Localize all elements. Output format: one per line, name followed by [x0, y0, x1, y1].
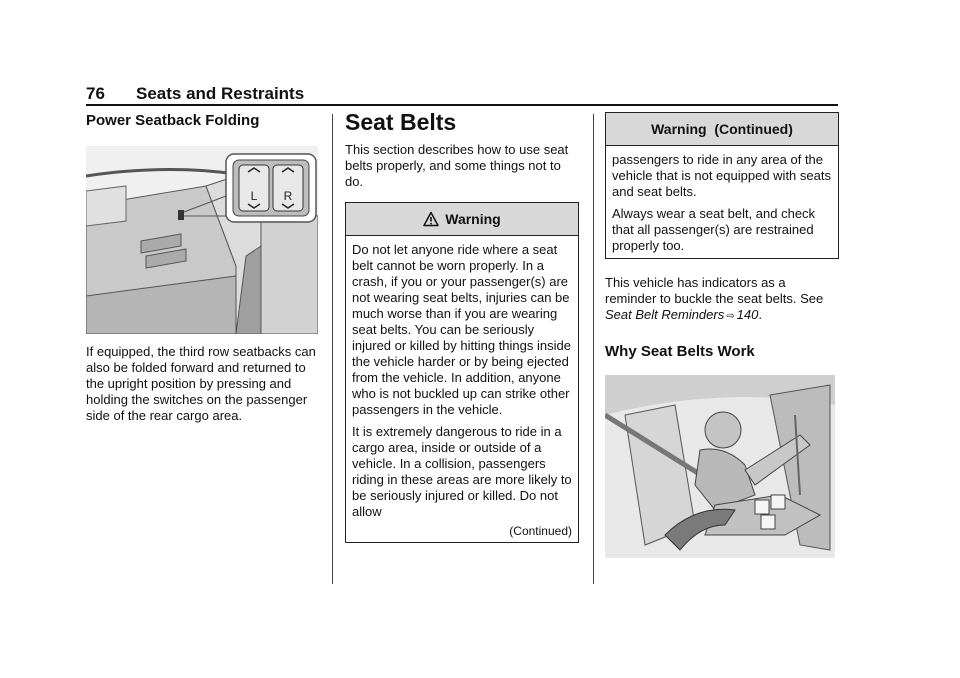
- why-seat-belts-work-heading: Why Seat Belts Work: [605, 343, 755, 360]
- warning-continued-body: [606, 146, 838, 258]
- cargo-area-illustration: [86, 146, 318, 334]
- seat-belts-intro: This section describes how to use seat belts properly, and some things not to do.: [345, 142, 569, 189]
- warning-box: [345, 202, 579, 543]
- column-1: [86, 112, 322, 423]
- indicator-period: .: [758, 307, 762, 322]
- switch-left-label: L: [250, 189, 258, 203]
- warning-continued-paragraph-1: passengers to ride in any area of the vehicle that is not equipped with seats and seat belts.: [612, 152, 831, 199]
- warning-continued-label: Warning (Continued): [651, 121, 793, 137]
- power-seatback-body: If equipped, the third row seatbacks can also be folded forward and returned to the upright position by pressing and holding the switches on the passenger side of the rear cargo area.: [86, 344, 316, 423]
- page-ref-number[interactable]: 140: [736, 307, 759, 322]
- page-header: [86, 84, 838, 104]
- warning-label: Warning: [445, 211, 501, 227]
- seat-belts-title: Seat Belts: [345, 109, 457, 135]
- section-title: Seats and Restraints: [136, 84, 305, 103]
- seat-belt-reminders-link[interactable]: Seat Belt Reminders: [605, 307, 725, 322]
- warning-continued-header: [606, 113, 838, 146]
- column-2: [345, 108, 579, 543]
- column-divider-1: [332, 114, 333, 584]
- warning-body: [346, 236, 578, 542]
- column-divider-2: [593, 114, 594, 584]
- switch-right-label: R: [283, 189, 293, 203]
- warning-continued-paragraph-2: Always wear a seat belt, and check that all passenger(s) are restrained properly too.: [612, 206, 816, 253]
- page-ref-arrow-icon: ⇨: [726, 311, 735, 322]
- crash-test-illustration: [605, 375, 835, 558]
- page-number: 76: [86, 84, 105, 103]
- continued-note: (Continued): [509, 524, 572, 538]
- warning-paragraph-2: It is extremely dangerous to ride in a cargo area, inside or outside of a vehicle. In a collision, passengers riding in these areas are more likely to be seriously injured or killed. Do not allow: [352, 424, 572, 519]
- warning-header: [346, 203, 578, 236]
- warning-continued-box: [605, 112, 839, 259]
- column-3: [605, 112, 839, 558]
- indicator-paragraph: [605, 275, 839, 325]
- warning-icon: [423, 211, 439, 227]
- warning-paragraph-1: Do not let anyone ride where a seat belt cannot be worn properly. In a crash, if you or your passenger(s) are not wearing seat belts, injuries can be much worse than if you are wearing seat belts. You can be seriously injured or killed by hitting things inside the vehicle harder or by being ejected from the vehicle. In addition, anyone who is not buckled up can strike other passengers in the vehicle.: [352, 242, 571, 417]
- indicator-text: This vehicle has indicators as a reminder to buckle the seat belts. See: [605, 275, 824, 306]
- crash-dummy-figure: [605, 375, 835, 558]
- power-seatback-heading: Power Seatback Folding: [86, 112, 260, 129]
- header-rule: [86, 104, 838, 106]
- cargo-switch-figure: [86, 146, 318, 334]
